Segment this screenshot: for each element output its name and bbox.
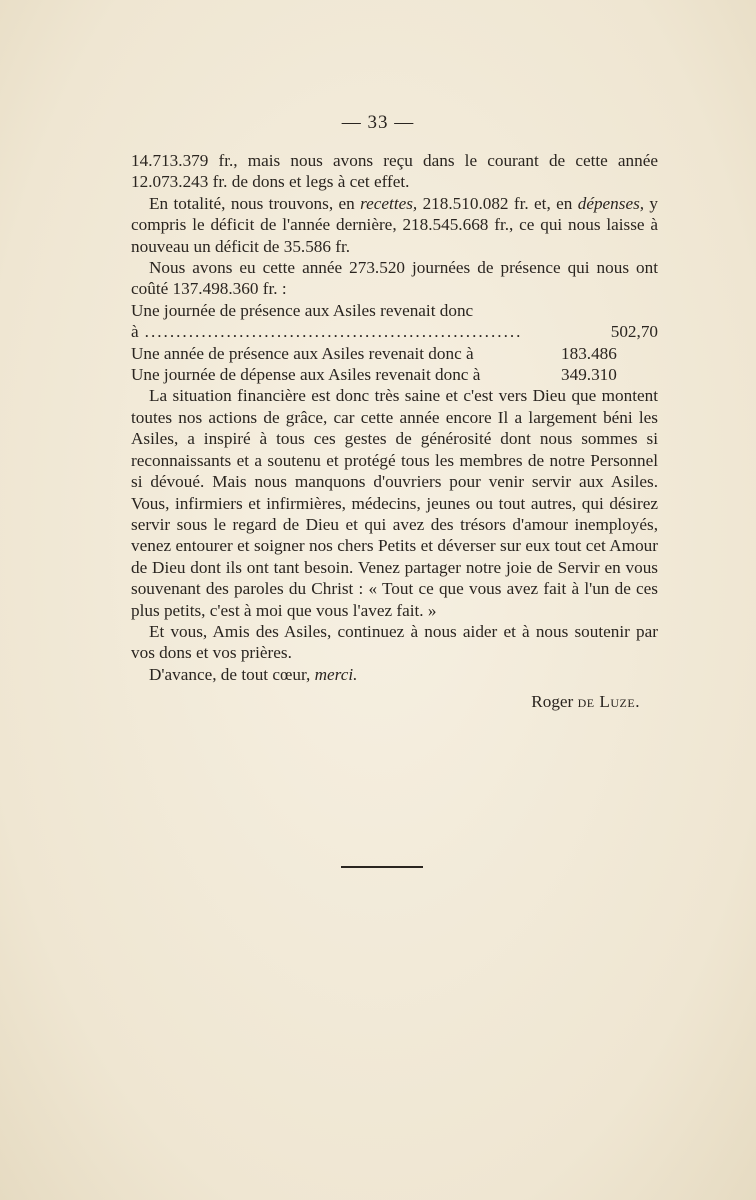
totals-text-a: En totalité, nous trouvons, en xyxy=(149,193,361,213)
stat-annee-presence-label: Une année de présence aux Asiles revenait donc à xyxy=(131,343,474,363)
dot-leader: ............................................................ xyxy=(144,322,523,342)
paragraph-thanks xyxy=(131,664,658,685)
page-number: — 33 — xyxy=(341,112,415,133)
stat-journee-presence-prefix: à xyxy=(131,322,139,342)
signature-last-name: de Luze. xyxy=(577,692,640,712)
paragraph-deficit-intro: 14.713.379 fr., mais nous avons reçu dans le courant de cette année 12.073.243 fr. de dons et legs à cet effet. xyxy=(131,151,658,192)
stat-journee-presence-value: 502,70 xyxy=(610,322,658,342)
stat-journee-presence xyxy=(131,300,658,343)
paragraph-friends: Et vous, Amis des Asiles, continuez à nous aider et à nous soutenir par vos dons et vos prières. xyxy=(131,621,658,663)
stat-journee-depense-value: 349.310 xyxy=(561,365,617,385)
totals-text-c: y compris le déficit de l'année dernière, 218.545.668 fr., ce qui nous laisse à nouveau un déficit de 35.586 fr. xyxy=(131,193,659,256)
thanks-text: D'avance, de tout cœur, xyxy=(149,664,315,684)
signature xyxy=(131,691,658,712)
signature-first-name: Roger xyxy=(531,692,578,712)
paragraph-appeal: La situation financière est donc très saine et c'est vers Dieu que montent toutes nos actions de grâce, car cette année encore Il a largement béni les Asiles, a inspiré à tous ces gestes de générosité dont nous sommes si reconnaissants et a soutenu et protégé tous les membres de notre Personnel si dévoué. Mais nous manquons d'ouvriers pour venir servir aux Asiles. Vous, infirmiers et infirmières, médecins, jeunes ou tout autres, qui désirez servir sous le regard de Dieu et qui avez des trésors d'amour inemployés, venez entourer et soigner nos chers Petits et déverser sur eux tout cet Amour de Dieu dont ils ont tant besoin. Venez partager notre joie de Servir en vous souvenant des paroles du Christ : « Tout ce que vous avez fait à l'un de ces plus petits, c'est à moi que vous l'avez fait. » xyxy=(131,386,658,620)
stat-annee-presence-value: 183.486 xyxy=(561,343,617,363)
merci-term: merci. xyxy=(314,664,358,684)
totals-text-b: 218.510.082 fr. et, en xyxy=(417,193,578,213)
stat-journee-presence-label: Une journée de présence aux Asiles revenait donc xyxy=(131,300,474,320)
stat-journee-depense-label: Une journée de dépense aux Asiles revenait donc à xyxy=(131,365,481,385)
recettes-term: recettes, xyxy=(360,193,418,213)
stat-journee-depense xyxy=(131,364,658,385)
stat-annee-presence xyxy=(131,343,658,364)
closing-rule xyxy=(341,866,423,868)
paragraph-totals xyxy=(131,193,658,257)
paragraph-attendance: Nous avons eu cette année 273.520 journées de présence qui nous ont coûté 137.498.360 fr. : xyxy=(131,258,658,299)
depenses-term: dépenses, xyxy=(577,193,645,213)
body-text xyxy=(131,150,658,713)
